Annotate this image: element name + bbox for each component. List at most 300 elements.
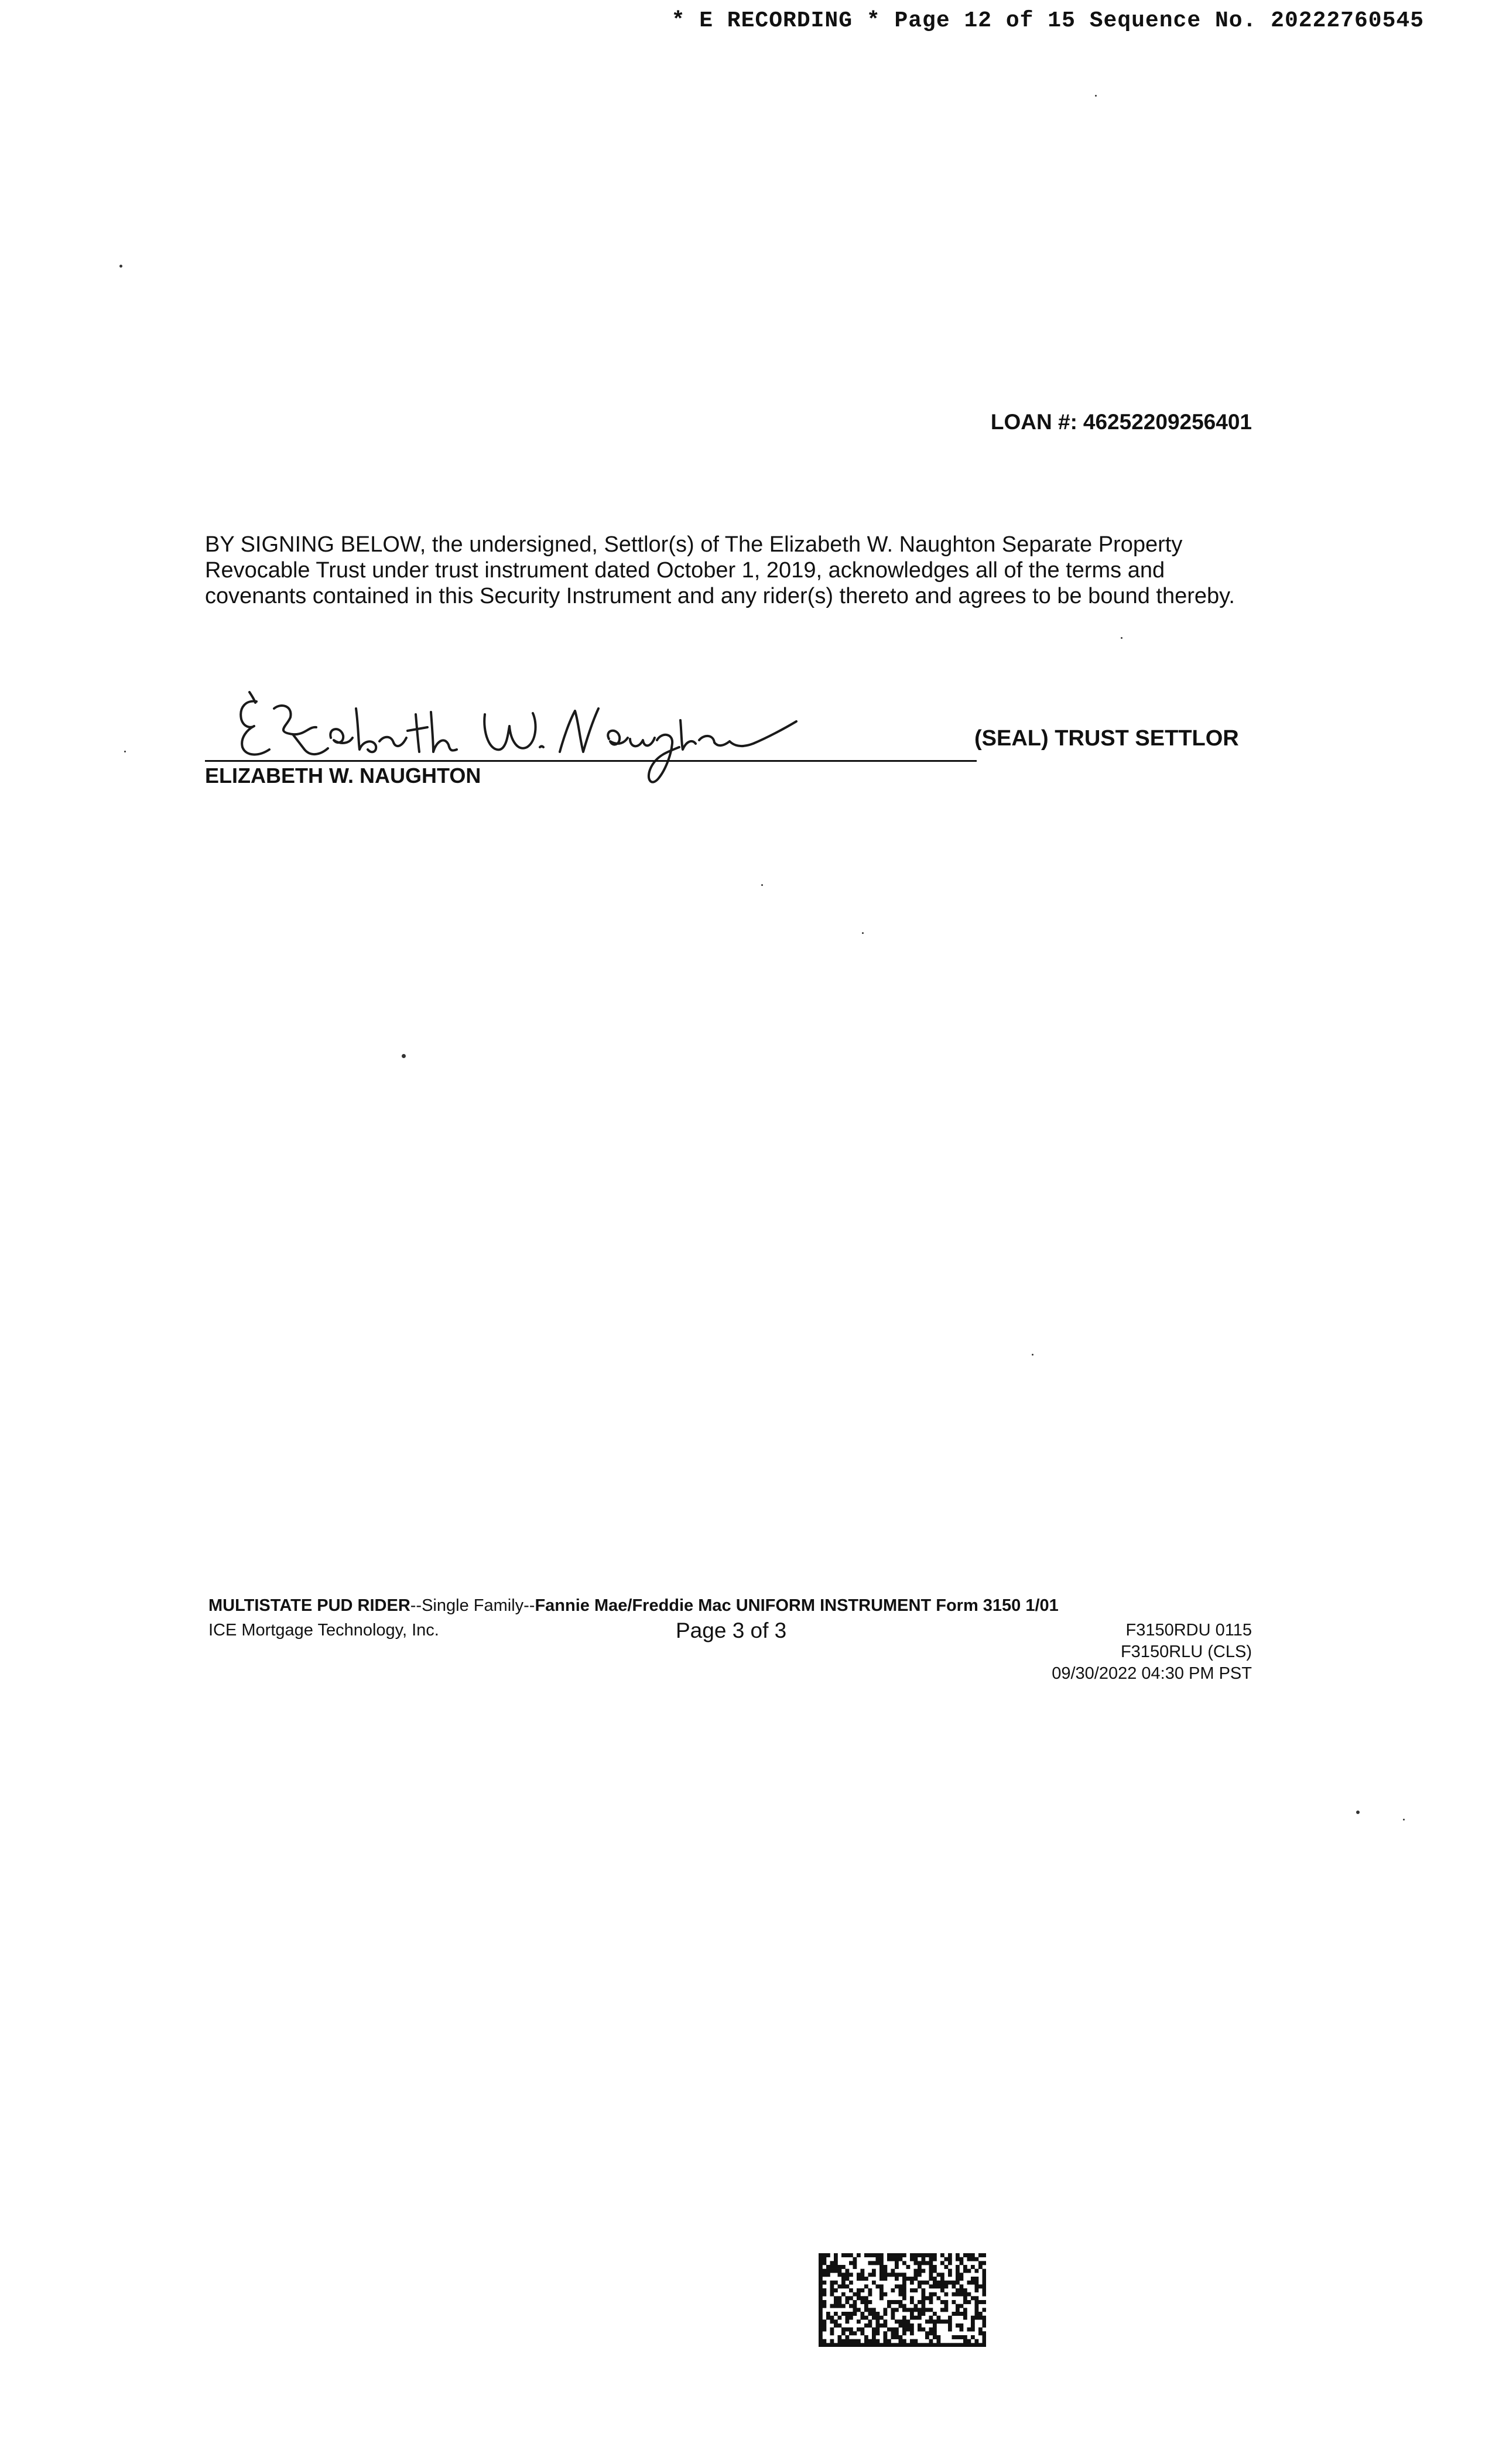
barcode-module	[922, 2300, 926, 2304]
signer-name: ELIZABETH W. NAUGHTON	[205, 764, 481, 788]
barcode-module	[944, 2300, 949, 2304]
barcode-module	[819, 2308, 823, 2312]
barcode-module	[918, 2323, 922, 2328]
barcode-module	[918, 2343, 922, 2347]
barcode-module	[857, 2328, 861, 2332]
barcode-module	[819, 2296, 823, 2300]
barcode-module	[876, 2319, 880, 2323]
barcode-module	[983, 2261, 987, 2265]
barcode-module	[937, 2319, 941, 2323]
barcode-module	[823, 2304, 827, 2308]
barcode-module	[948, 2316, 952, 2320]
barcode-module	[929, 2277, 933, 2281]
barcode-module	[983, 2308, 987, 2312]
barcode-module	[819, 2273, 823, 2277]
barcode-module	[940, 2288, 944, 2292]
barcode-module	[868, 2339, 872, 2343]
barcode-module	[899, 2319, 903, 2323]
barcode-module	[826, 2269, 830, 2273]
barcode-module	[929, 2257, 933, 2261]
barcode-module	[884, 2292, 888, 2297]
barcode-module	[956, 2257, 960, 2261]
barcode-module	[819, 2284, 823, 2288]
barcode-module	[823, 2273, 827, 2277]
barcode-module	[902, 2296, 906, 2300]
barcode-module	[841, 2277, 846, 2281]
barcode-module	[910, 2308, 914, 2312]
form-codes	[1052, 1620, 1252, 1685]
barcode-module	[963, 2343, 967, 2347]
barcode-module	[963, 2269, 967, 2273]
barcode-module	[983, 2288, 987, 2292]
barcode-module	[899, 2304, 903, 2308]
barcode-module	[834, 2265, 838, 2269]
barcode-module	[975, 2308, 979, 2312]
barcode-module	[933, 2265, 937, 2269]
barcode-module	[967, 2339, 971, 2343]
barcode-module	[902, 2253, 906, 2257]
barcode-module	[922, 2296, 926, 2300]
barcode-module	[861, 2328, 865, 2332]
barcode-module	[960, 2292, 964, 2297]
barcode-module	[922, 2308, 926, 2312]
barcode-module	[944, 2343, 949, 2347]
barcode-module	[910, 2288, 914, 2292]
barcode-module	[929, 2343, 933, 2347]
barcode-module	[872, 2343, 876, 2347]
barcode-module	[929, 2265, 933, 2269]
barcode-module	[819, 2288, 823, 2292]
barcode-module	[879, 2273, 884, 2277]
barcode-module	[944, 2304, 949, 2308]
barcode-module	[899, 2257, 903, 2261]
barcode-module	[910, 2296, 914, 2300]
barcode-module	[906, 2343, 911, 2347]
barcode-module	[868, 2261, 872, 2265]
barcode-module	[914, 2304, 918, 2308]
barcode-module	[906, 2308, 911, 2312]
barcode-module	[956, 2277, 960, 2281]
barcode-module	[853, 2343, 857, 2347]
barcode-module	[960, 2328, 964, 2332]
barcode-module	[967, 2269, 971, 2273]
barcode-module	[819, 2269, 823, 2273]
form-code-1: F3150RDU 0115	[1125, 1621, 1252, 1640]
barcode-module	[963, 2316, 967, 2320]
barcode-module	[956, 2292, 960, 2297]
barcode-module	[819, 2253, 823, 2257]
barcode-module	[975, 2288, 979, 2292]
barcode-module	[872, 2312, 876, 2316]
barcode-module	[960, 2277, 964, 2281]
barcode-module	[819, 2331, 823, 2335]
barcode-module	[933, 2323, 937, 2328]
barcode-module	[861, 2273, 865, 2277]
barcode-module	[983, 2335, 987, 2339]
barcode-module	[830, 2328, 834, 2332]
barcode-module	[857, 2253, 861, 2257]
barcode-module	[978, 2316, 983, 2320]
barcode-module	[956, 2265, 960, 2269]
barcode-module	[819, 2343, 823, 2347]
barcode-module	[864, 2300, 868, 2304]
barcode-module	[872, 2261, 876, 2265]
barcode-module	[879, 2316, 884, 2320]
barcode-module	[933, 2343, 937, 2347]
barcode-module	[846, 2339, 850, 2343]
barcode-module	[933, 2331, 937, 2335]
barcode-module	[902, 2331, 906, 2335]
barcode-module	[910, 2312, 914, 2316]
barcode-module	[937, 2339, 941, 2343]
form-title	[208, 1596, 1059, 1616]
barcode-module	[910, 2277, 914, 2281]
barcode-module	[846, 2277, 850, 2281]
barcode-module	[910, 2343, 914, 2347]
barcode-module	[895, 2328, 899, 2332]
barcode-module	[914, 2273, 918, 2277]
barcode-module	[879, 2288, 884, 2292]
barcode-module	[910, 2281, 914, 2285]
barcode-module	[887, 2343, 891, 2347]
barcode-module	[872, 2253, 876, 2257]
barcode-module	[963, 2300, 967, 2304]
barcode-module	[910, 2253, 914, 2257]
barcode-module	[853, 2331, 857, 2335]
barcode-module	[983, 2343, 987, 2347]
barcode-module	[963, 2265, 967, 2269]
barcode-module	[876, 2312, 880, 2316]
barcode-module	[940, 2253, 944, 2257]
barcode-module	[975, 2316, 979, 2320]
barcode-module	[891, 2257, 895, 2261]
barcode-module	[819, 2281, 823, 2285]
barcode-module	[975, 2257, 979, 2261]
2d-barcode-icon	[819, 2253, 986, 2347]
barcode-module	[849, 2343, 853, 2347]
barcode-module	[971, 2343, 975, 2347]
page-number: Page 3 of 3	[676, 1618, 787, 1642]
barcode-module	[933, 2335, 937, 2339]
barcode-module	[853, 2312, 857, 2316]
barcode-module	[846, 2343, 850, 2347]
barcode-module	[838, 2273, 842, 2277]
barcode-module	[895, 2331, 899, 2335]
barcode-module	[857, 2288, 861, 2292]
barcode-module	[978, 2328, 983, 2332]
barcode-module	[830, 2265, 834, 2269]
barcode-module	[819, 2265, 823, 2269]
signature-block	[205, 691, 1317, 796]
barcode-module	[940, 2281, 944, 2285]
barcode-module	[940, 2308, 944, 2312]
barcode-module	[861, 2288, 865, 2292]
form-title-part-2: --Single Family--	[410, 1596, 535, 1615]
barcode-module	[937, 2316, 941, 2320]
barcode-module	[853, 2261, 857, 2265]
barcode-module	[864, 2277, 868, 2281]
barcode-module	[861, 2296, 865, 2300]
barcode-module	[929, 2328, 933, 2332]
barcode-module	[910, 2300, 914, 2304]
barcode-module	[918, 2316, 922, 2320]
barcode-module	[891, 2269, 895, 2273]
barcode-module	[864, 2316, 868, 2320]
barcode-module	[830, 2269, 834, 2273]
barcode-module	[861, 2312, 865, 2316]
barcode-module	[834, 2288, 838, 2292]
barcode-module	[838, 2296, 842, 2300]
barcode-module	[830, 2288, 834, 2292]
barcode-module	[861, 2300, 865, 2304]
company-name: ICE Mortgage Technology, Inc.	[208, 1621, 439, 1640]
barcode-module	[891, 2288, 895, 2292]
barcode-module	[971, 2316, 975, 2320]
barcode-module	[834, 2323, 838, 2328]
barcode-module	[983, 2292, 987, 2297]
barcode-module	[884, 2339, 888, 2343]
barcode-module	[918, 2281, 922, 2285]
barcode-module	[887, 2253, 891, 2257]
barcode-module	[884, 2331, 888, 2335]
barcode-module	[841, 2265, 846, 2269]
barcode-module	[929, 2308, 933, 2312]
barcode-module	[853, 2300, 857, 2304]
barcode-module	[846, 2328, 850, 2332]
barcode-module	[849, 2253, 853, 2257]
barcode-module	[956, 2304, 960, 2308]
barcode-module	[983, 2277, 987, 2281]
barcode-module	[933, 2292, 937, 2297]
barcode-module	[868, 2308, 872, 2312]
barcode-module	[838, 2339, 842, 2343]
barcode-module	[918, 2269, 922, 2273]
barcode-module	[918, 2300, 922, 2304]
barcode-module	[895, 2284, 899, 2288]
barcode-module	[902, 2261, 906, 2265]
barcode-module	[940, 2277, 944, 2281]
barcode-module	[884, 2343, 888, 2347]
barcode-module	[838, 2343, 842, 2347]
barcode-module	[983, 2300, 987, 2304]
barcode-module	[948, 2269, 952, 2273]
barcode-module	[971, 2328, 975, 2332]
barcode-module	[975, 2277, 979, 2281]
barcode-module	[830, 2339, 834, 2343]
barcode-module	[841, 2304, 846, 2308]
barcode-module	[918, 2312, 922, 2316]
scan-speck	[1356, 1811, 1360, 1814]
barcode-module	[834, 2281, 838, 2285]
barcode-module	[971, 2257, 975, 2261]
barcode-module	[868, 2288, 872, 2292]
barcode-module	[884, 2319, 888, 2323]
barcode-module	[846, 2296, 850, 2300]
barcode-module	[975, 2312, 979, 2316]
barcode-module	[895, 2253, 899, 2257]
barcode-module	[864, 2339, 868, 2343]
barcode-module	[849, 2281, 853, 2285]
barcode-module	[823, 2261, 827, 2265]
barcode-module	[983, 2269, 987, 2273]
barcode-module	[879, 2257, 884, 2261]
barcode-module	[971, 2277, 975, 2281]
barcode-module	[978, 2312, 983, 2316]
barcode-module	[902, 2277, 906, 2281]
barcode-module	[922, 2312, 926, 2316]
barcode-module	[864, 2296, 868, 2300]
barcode-module	[914, 2308, 918, 2312]
barcode-module	[838, 2269, 842, 2273]
barcode-module	[960, 2335, 964, 2339]
barcode-module	[925, 2261, 929, 2265]
barcode-module	[879, 2269, 884, 2273]
barcode-module	[884, 2323, 888, 2328]
barcode-module	[967, 2253, 971, 2257]
barcode-module	[983, 2273, 987, 2277]
barcode-module	[902, 2323, 906, 2328]
barcode-module	[830, 2281, 834, 2285]
barcode-module	[978, 2343, 983, 2347]
barcode-module	[876, 2316, 880, 2320]
scan-speck	[119, 265, 122, 268]
barcode-module	[849, 2273, 853, 2277]
barcode-module	[933, 2328, 937, 2332]
barcode-module	[948, 2281, 952, 2285]
barcode-module	[879, 2265, 884, 2269]
barcode-module	[876, 2261, 880, 2265]
barcode-module	[891, 2300, 895, 2304]
barcode-module	[925, 2343, 929, 2347]
barcode-module	[857, 2339, 861, 2343]
barcode-module	[940, 2343, 944, 2347]
barcode-module	[834, 2312, 838, 2316]
barcode-module	[910, 2323, 914, 2328]
barcode-module	[925, 2335, 929, 2339]
barcode-module	[922, 2288, 926, 2292]
barcode-module	[914, 2253, 918, 2257]
barcode-module	[929, 2253, 933, 2257]
barcode-module	[838, 2265, 842, 2269]
barcode-module	[933, 2253, 937, 2257]
barcode-module	[975, 2281, 979, 2285]
barcode-module	[952, 2281, 956, 2285]
barcode-module	[857, 2319, 861, 2323]
barcode-module	[864, 2323, 868, 2328]
barcode-module	[963, 2288, 967, 2292]
barcode-module	[952, 2284, 956, 2288]
barcode-module	[834, 2343, 838, 2347]
barcode-module	[929, 2319, 933, 2323]
barcode-module	[929, 2261, 933, 2265]
barcode-module	[826, 2273, 830, 2277]
barcode-module	[906, 2323, 911, 2328]
signature-line	[205, 760, 977, 762]
barcode-module	[823, 2339, 827, 2343]
scan-speck	[1032, 1354, 1033, 1356]
barcode-module	[937, 2281, 941, 2285]
barcode-module	[910, 2331, 914, 2335]
barcode-module	[834, 2304, 838, 2308]
barcode-module	[918, 2253, 922, 2257]
barcode-module	[899, 2284, 903, 2288]
barcode-module	[983, 2253, 987, 2257]
barcode-module	[868, 2253, 872, 2257]
barcode-module	[887, 2328, 891, 2332]
barcode-module	[876, 2331, 880, 2335]
loan-number-line	[991, 410, 1252, 434]
barcode-module	[838, 2335, 842, 2339]
barcode-module	[868, 2292, 872, 2297]
barcode-module	[823, 2281, 827, 2285]
barcode-module	[899, 2253, 903, 2257]
barcode-module	[952, 2312, 956, 2316]
barcode-module	[887, 2273, 891, 2277]
barcode-module	[823, 2253, 827, 2257]
barcode-module	[819, 2277, 823, 2281]
barcode-module	[983, 2319, 987, 2323]
barcode-module	[960, 2284, 964, 2288]
barcode-module	[823, 2269, 827, 2273]
barcode-module	[971, 2319, 975, 2323]
barcode-module	[834, 2253, 838, 2257]
barcode-module	[872, 2328, 876, 2332]
barcode-module	[922, 2253, 926, 2257]
barcode-module	[967, 2300, 971, 2304]
barcode-module	[983, 2323, 987, 2328]
barcode-module	[857, 2308, 861, 2312]
barcode-module	[975, 2339, 979, 2343]
barcode-module	[841, 2331, 846, 2335]
barcode-module	[902, 2273, 906, 2277]
barcode-module	[841, 2284, 846, 2288]
barcode-module	[887, 2339, 891, 2343]
barcode-module	[879, 2253, 884, 2257]
barcode-module	[853, 2257, 857, 2261]
barcode-module	[872, 2331, 876, 2335]
barcode-module	[948, 2319, 952, 2323]
barcode-module	[868, 2273, 872, 2277]
barcode-module	[861, 2343, 865, 2347]
barcode-module	[841, 2292, 846, 2297]
barcode-module	[975, 2269, 979, 2273]
barcode-module	[823, 2257, 827, 2261]
form-title-part-1: MULTISTATE PUD RIDER	[208, 1596, 410, 1615]
barcode-module	[857, 2343, 861, 2347]
barcode-module	[868, 2312, 872, 2316]
barcode-module	[960, 2312, 964, 2316]
barcode-module	[884, 2265, 888, 2269]
barcode-module	[925, 2308, 929, 2312]
barcode-module	[887, 2300, 891, 2304]
barcode-module	[838, 2284, 842, 2288]
barcode-module	[895, 2257, 899, 2261]
barcode-module	[849, 2312, 853, 2316]
barcode-module	[830, 2316, 834, 2320]
barcode-module	[819, 2261, 823, 2265]
barcode-module	[849, 2339, 853, 2343]
barcode-module	[884, 2269, 888, 2273]
loan-number: 46252209256401	[1083, 410, 1252, 434]
barcode-module	[826, 2312, 830, 2316]
barcode-module	[895, 2308, 899, 2312]
barcode-module	[899, 2339, 903, 2343]
barcode-module	[834, 2261, 838, 2265]
barcode-module	[937, 2273, 941, 2277]
barcode-module	[819, 2328, 823, 2332]
barcode-module	[963, 2308, 967, 2312]
barcode-module	[823, 2323, 827, 2328]
